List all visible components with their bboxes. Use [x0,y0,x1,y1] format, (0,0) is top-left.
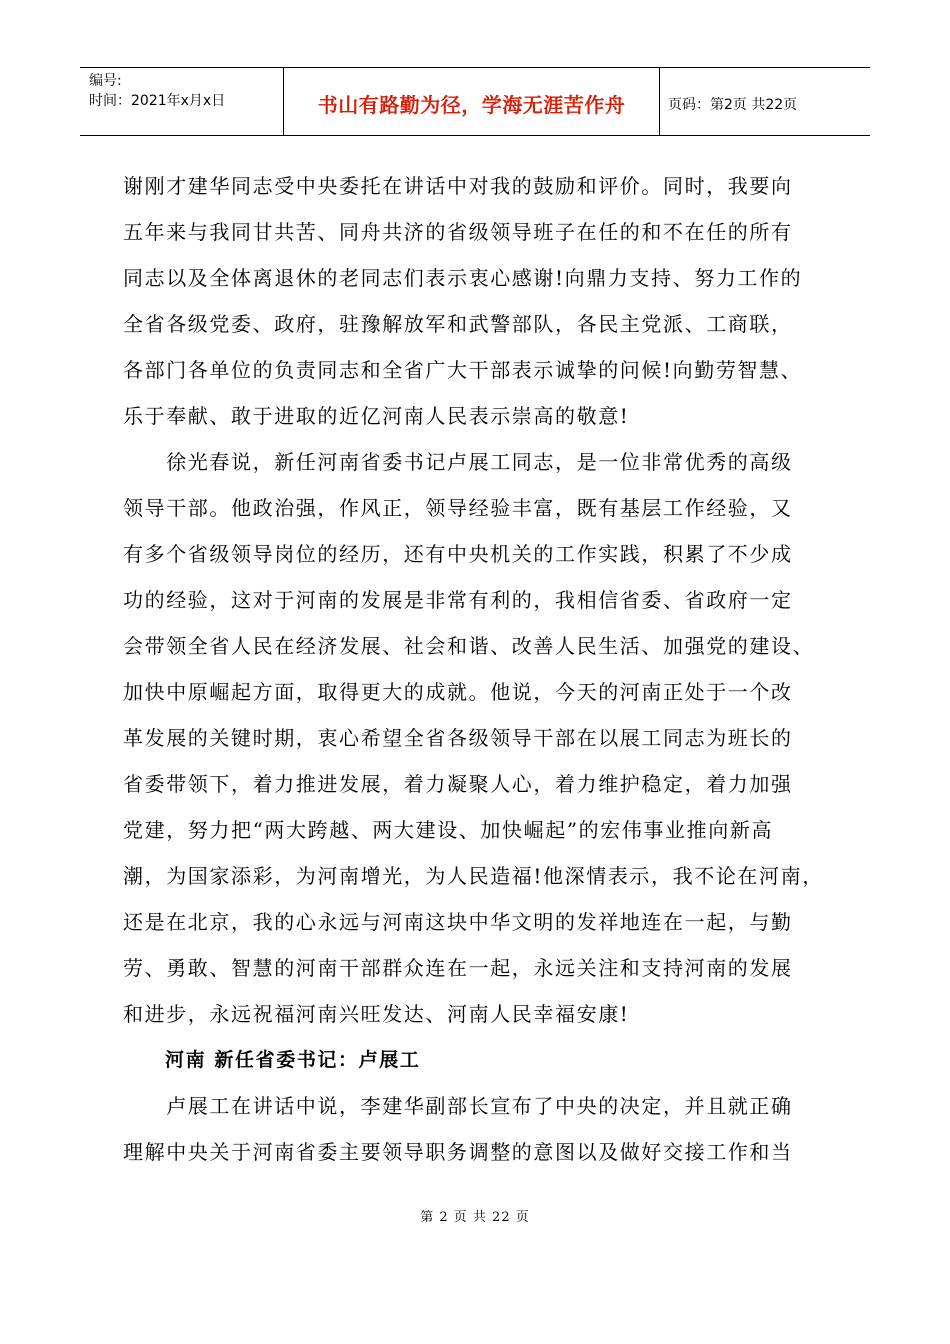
page-header [80,67,870,136]
header-meta-cell [80,68,284,135]
text-line: 谢刚才建华同志受中央委托在讲话中对我的鼓励和评价。同时，我要向 [123,174,793,198]
text-line: 有多个省级领导岗位的经历，还有中央机关的工作实践，积累了不少成 [123,542,793,566]
text-line: 和进步，永远祝福河南兴旺发达、河南人民幸福安康! [123,1002,630,1026]
document-body [123,163,838,1175]
header-page-info: 页码：第2页 共22页 [668,96,798,113]
text-line: 革发展的关键时期，衷心希望全省各级领导干部在以展工同志为班长的 [123,726,793,750]
text-line: 党建，努力把“两大跨越、两大建设、加快崛起”的宏伟事业推向新高 [123,818,774,842]
text-line: 还是在北京，我的心永远与河南这块中华文明的发祥地连在一起，与勤 [123,910,793,934]
section-heading: 河南 新任省委书记：卢展工 [165,1049,421,1071]
text-line: 潮，为国家添彩，为河南增光，为人民造福!他深情表示，我不论在河南， [123,864,824,888]
text-line: 加快中原崛起方面，取得更大的成就。他说，今天的河南正处于一个改 [123,680,793,704]
text-line: 劳、勇敢、智慧的河南干部群众连在一起，永远关注和支持河南的发展 [123,956,793,980]
page-footer: 第 2 页 共 22 页 [420,1210,530,1225]
text-line: 省委带领下，着力推进发展，着力凝聚人心，着力维护稳定，着力加强 [123,772,793,796]
text-line: 理解中央关于河南省委主要领导职务调整的意图以及做好交接工作和当 [123,1140,793,1164]
text-line: 功的经验，这对于河南的发展是非常有利的，我相信省委、省政府一定 [123,588,793,612]
header-motto: 书山有路勤为径，学海无涯苦作舟 [284,68,660,135]
text-line: 各部门各单位的负责同志和全省广大干部表示诚挚的问候!向勤劳智慧、 [123,358,803,382]
document-time-label: 时间：2021年x月x日 [89,93,226,109]
text-line: 五年来与我同甘共苦、同舟共济的省级领导班子在任的和不在任的所有 [123,220,793,244]
text-line: 会带领全省人民在经济发展、社会和谐、改善人民生活、加强党的建设、 [123,634,815,658]
text-line: 同志以及全体离退休的老同志们表示衷心感谢!向鼎力支持、努力工作的 [123,266,803,290]
document-number-label: 编号: [89,73,122,89]
text-line: 卢展工在讲话中说，李建华副部长宣布了中央的决定，并且就正确 [123,1094,793,1118]
text-line: 全省各级党委、政府，驻豫解放军和武警部队，各民主党派、工商联， [123,312,793,336]
text-line: 乐于奉献、敢于进取的近亿河南人民表示崇高的敬意! [123,404,630,428]
text-line: 徐光春说，新任河南省委书记卢展工同志，是一位非常优秀的高级 [123,450,793,474]
text-line: 领导干部。他政治强，作风正，领导经验丰富，既有基层工作经验，又 [123,496,793,520]
